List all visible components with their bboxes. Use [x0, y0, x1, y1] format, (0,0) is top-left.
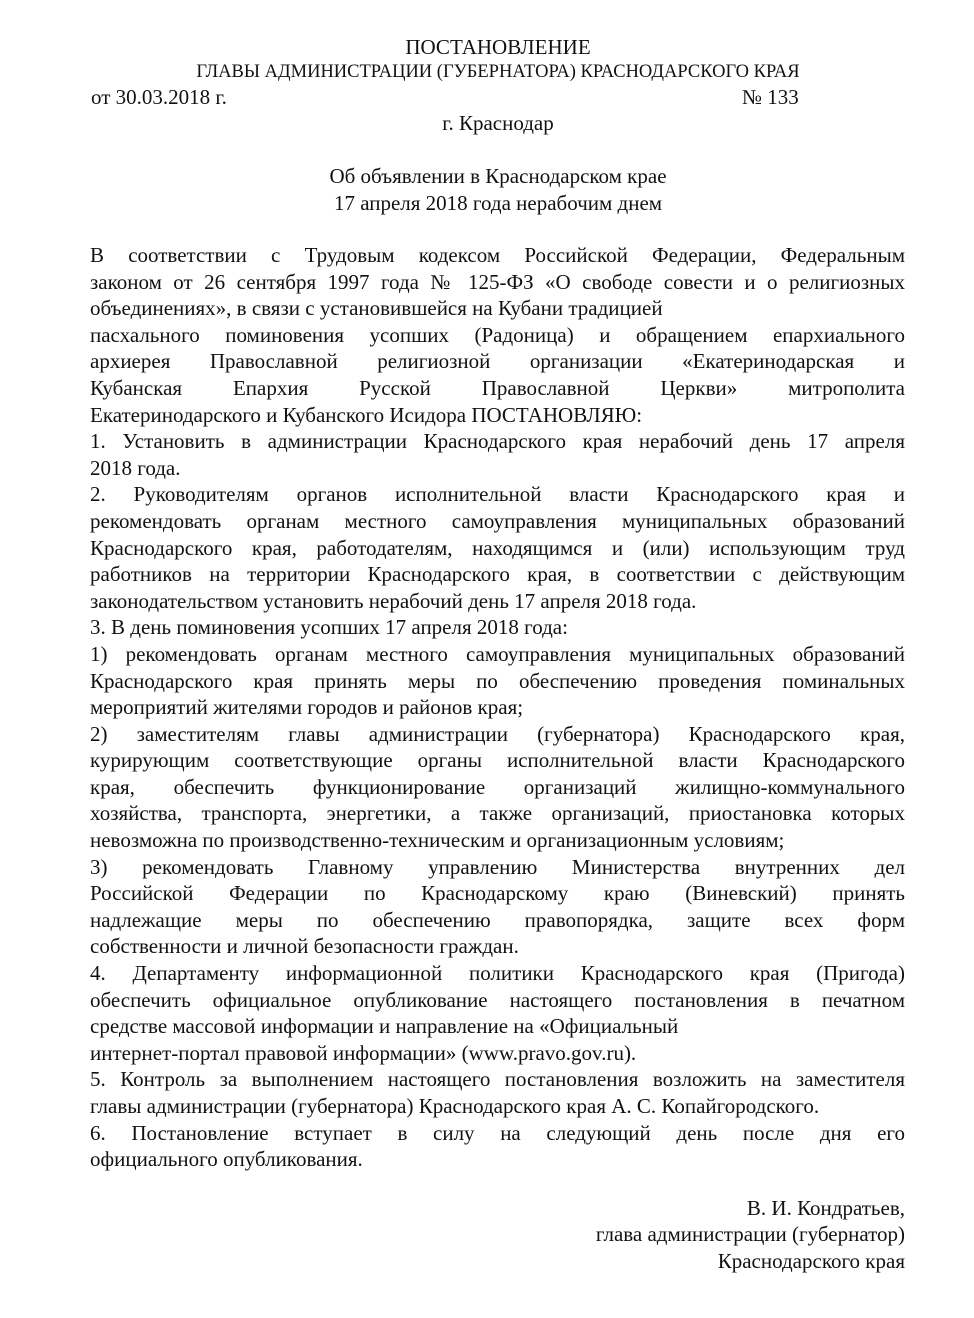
document-title: ПОСТАНОВЛЕНИЕ: [405, 35, 591, 59]
body-line: интернет-портал правовой информации» (www.pravo.gov.ru).: [90, 1040, 637, 1065]
document-city: г. Краснодар: [442, 111, 554, 135]
body-line: работников на территории Краснодарского края, в соответствии с действующим: [90, 562, 905, 587]
body-line: архиерея Православной религиозной организации «Екатеринодарская и: [90, 349, 905, 374]
body-line: законом от 26 сентября 1997 года № 125-ФЗ «О свободе совести и о религиозных: [90, 269, 905, 294]
document-body: [90, 242, 905, 1173]
subject-line-2: 17 апреля 2018 года нерабочим днем: [333, 191, 663, 215]
signatory-position: глава администрации (губернатор): [595, 1222, 905, 1246]
body-line: края, обеспечить функционирование организаций жилищно-коммунального: [90, 774, 905, 799]
body-line: Кубанская Епархия Русской Православной Церкви» митрополита: [90, 375, 905, 400]
body-line: надлежащие меры по обеспечению правопорядка, защите всех форм: [90, 907, 905, 932]
document-number: № 133: [742, 85, 799, 109]
body-line: законодательством установить нерабочий день 17 апреля 2018 года.: [90, 588, 697, 613]
body-line: рекомендовать органам местного самоуправления муниципальных образований: [90, 508, 905, 533]
body-line: Краснодарского края принять меры по обеспечению проведения поминальных: [90, 668, 905, 693]
body-line: средстве массовой информации и направление на «Официальный: [90, 1014, 679, 1039]
body-line: невозможна по производственно-техническим и организационным условиям;: [90, 828, 785, 853]
body-line: мероприятий жителями городов и районов края;: [90, 695, 524, 720]
signatory-region: Краснодарского края: [717, 1249, 905, 1273]
signatory-name: В. И. Кондратьев,: [746, 1196, 905, 1220]
body-line: официального опубликования.: [90, 1147, 363, 1172]
body-line: 2) заместителям главы администрации (губернатора) Краснодарского края,: [90, 721, 905, 746]
body-line: 4. Департаменту информационной политики Краснодарского края (Пригода): [90, 961, 905, 986]
body-line: В соответствии с Трудовым кодексом Российской Федерации, Федеральным: [90, 243, 905, 267]
body-line: объединениях», в связи с установившейся на Кубани традицией: [90, 296, 663, 321]
body-line: собственности и личной безопасности граждан.: [90, 934, 519, 959]
body-line: 5. Контроль за выполнением настоящего постановления возложить на заместителя: [90, 1067, 905, 1092]
body-line: Российской Федерации по Краснодарскому краю (Виневский) принять: [90, 881, 905, 906]
body-line: курирующим соответствующие органы исполнительной власти Краснодарского: [90, 748, 905, 773]
body-line: главы администрации (губернатора) Краснодарского края А. С. Копайгородского.: [90, 1094, 820, 1118]
body-line: обеспечить официальное опубликование настоящего постановления в печатном: [90, 987, 905, 1012]
document-subtitle: ГЛАВЫ АДМИНИСТРАЦИИ (ГУБЕРНАТОРА) КРАСНОДАРСКОГО КРАЯ: [196, 62, 800, 82]
body-line: 1) рекомендовать органам местного самоуправления муниципальных образований: [90, 641, 905, 666]
body-line: Екатеринодарского и Кубанского Исидора ПОСТАНОВЛЯЮ:: [90, 402, 643, 427]
body-line: 2. Руководителям органов исполнительной власти Краснодарского края и: [90, 482, 905, 507]
body-line: 1. Установить в администрации Краснодарского края нерабочий день 17 апреля: [90, 429, 905, 454]
body-line: Краснодарского края, работодателям, находящимся и (или) использующим труд: [90, 535, 905, 560]
body-line: 3. В день поминовения усопших 17 апреля 2018 года:: [90, 615, 568, 640]
body-line: 3) рекомендовать Главному управлению Министерства внутренних дел: [90, 854, 905, 879]
body-line: пасхального поминовения усопших (Радоница) и обращением епархиального: [90, 322, 905, 347]
body-line: 6. Постановление вступает в силу на следующий день после дня его: [90, 1120, 905, 1145]
body-line: хозяйства, транспорта, энергетики, а также организаций, приостановка которых: [90, 801, 905, 826]
body-line: 2018 года.: [90, 455, 181, 480]
document-date: от 30.03.2018 г.: [91, 85, 227, 109]
subject-line-1: Об объявлении в Краснодарском крае: [329, 164, 667, 188]
